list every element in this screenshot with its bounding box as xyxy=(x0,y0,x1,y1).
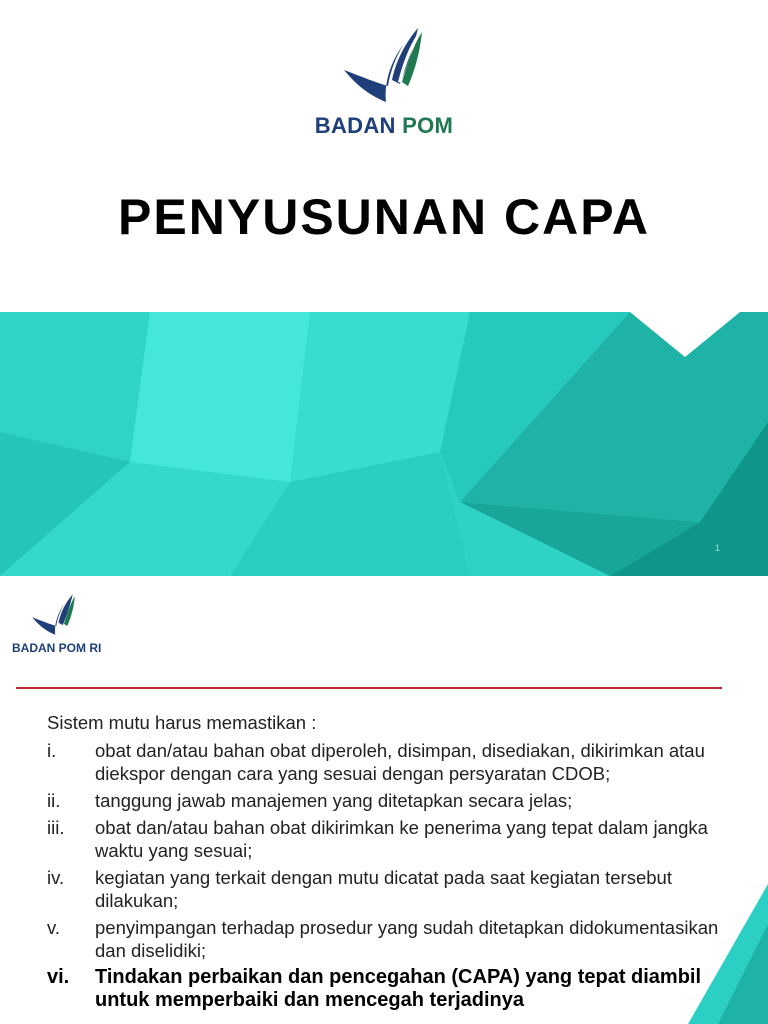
intro-text: Sistem mutu harus memastikan : xyxy=(47,712,317,733)
logo-text-badan: BADAN xyxy=(314,113,396,138)
list-item-number: iii. xyxy=(47,817,65,838)
list-item-number: ii. xyxy=(47,790,61,811)
list-item xyxy=(47,789,727,812)
teal-polygon-banner xyxy=(0,312,768,576)
page-number: 1 xyxy=(714,543,720,553)
list-item xyxy=(47,866,727,912)
list-item-text: kegiatan yang terkait dengan mutu dicatat pada saat kegiatan tersebut dilakukan; xyxy=(95,867,672,911)
red-divider xyxy=(16,687,722,689)
list-item xyxy=(47,916,727,962)
list-item-text: Tindakan perbaikan dan pencegahan (CAPA) yang tepat diambil untuk memperbaiki dan mencegah terjadinya xyxy=(95,966,702,1011)
content-slide xyxy=(0,576,768,1024)
badan-pom-logo-icon xyxy=(340,22,424,106)
logo-small-wordmark: BADAN POM RI xyxy=(12,641,102,655)
list-item-number: vi. xyxy=(47,966,70,988)
list-item-text: obat dan/atau bahan obat dikirimkan ke penerima yang tepat dalam jangka waktu yang sesuai; xyxy=(95,817,708,861)
list-item-number: iv. xyxy=(47,867,65,888)
corner-decoration xyxy=(668,884,768,1024)
badan-pom-logo-icon-small xyxy=(30,588,76,640)
list-item-number: v. xyxy=(47,917,61,938)
list-item xyxy=(47,816,727,862)
list-item-text: obat dan/atau bahan obat diperoleh, disimpan, disediakan, dikirimkan atau diekspor dengan cara yang sesuai dengan persyaratan CDOB; xyxy=(95,740,705,784)
list-item-highlight xyxy=(47,966,727,1012)
logo-text-pom: POM xyxy=(402,113,454,138)
list-item-text: penyimpangan terhadap prosedur yang sudah ditetapkan didokumentasikan dan diselidiki; xyxy=(95,917,719,961)
list-item xyxy=(47,739,727,785)
slide-title: PENYUSUNAN CAPA xyxy=(118,189,650,245)
logo-wordmark xyxy=(0,113,768,139)
quality-system-list xyxy=(47,739,727,1016)
list-item-number: i. xyxy=(47,740,57,761)
list-item-text: tanggung jawab manajemen yang ditetapkan secara jelas; xyxy=(95,790,573,811)
